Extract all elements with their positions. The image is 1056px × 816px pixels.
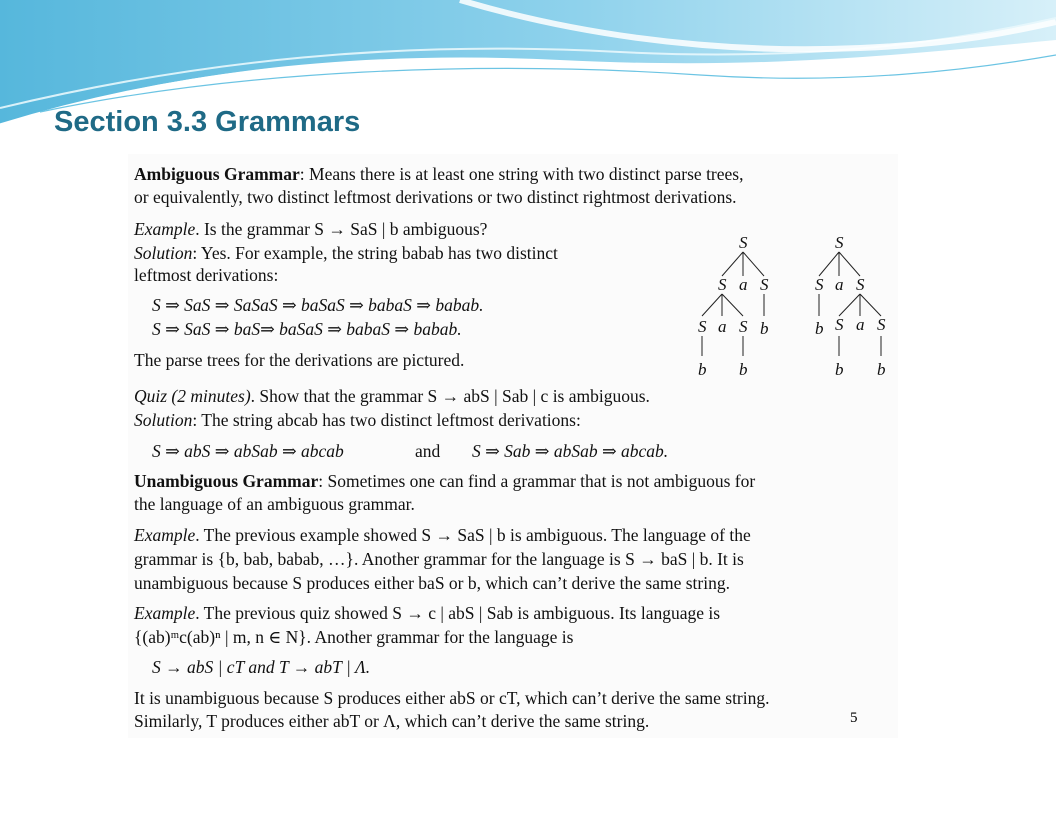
tree2-l3-0: b (835, 360, 844, 379)
ambiguous-definition-line1 (134, 163, 743, 185)
derivation-1: S ⇒ SaS ⇒ SaSaS ⇒ baSaS ⇒ babaS ⇒ babab. (152, 295, 484, 315)
solution-text: : Yes. For example, the string babab has two distinct (192, 243, 558, 263)
example2-line2: grammar is {b, bab, babab, …}. Another grammar for the language is S → baS | b. It is (134, 549, 744, 569)
ambiguous-definition-text: : Means there is at least one string with two distinct parse trees, (299, 164, 744, 184)
example3-line2: {(ab)ᵐc(ab)ⁿ | m, n ∈ N}. Another grammar for the language is (134, 627, 574, 647)
tree2-l1-1: a (835, 275, 844, 294)
tree2-l1-0: S (815, 275, 824, 294)
solution-line2: leftmost derivations: (134, 265, 279, 285)
quiz-solution (134, 409, 581, 431)
unambiguous-definition-line1 (134, 470, 755, 492)
derivation-2: S ⇒ SaS ⇒ baS⇒ baSaS ⇒ babaS ⇒ babab. (152, 319, 462, 339)
tree1-l3-0: b (698, 360, 707, 379)
example2-label: Example (134, 525, 196, 545)
tree1-l1-0: S (718, 275, 727, 294)
ambiguous-term: Ambiguous Grammar (134, 164, 300, 184)
example3-text: . The previous quiz showed S → c | abS | Sab is ambiguous. Its language is (195, 603, 721, 623)
page-number: 5 (850, 710, 858, 726)
quiz-derivation-a: S ⇒ abS ⇒ abSab ⇒ abcab (152, 441, 344, 461)
quiz-and: and (415, 441, 441, 461)
unambiguous-definition-line2: the language of an ambiguous grammar. (134, 494, 415, 514)
example3-grammar: S → abS | cT and T → abT | Λ. (152, 657, 371, 677)
quiz-label: Quiz (2 minutes) (134, 386, 251, 406)
example-question (134, 218, 487, 240)
tree2-l1-2: S (856, 275, 865, 294)
slide-title: Section 3.3 Grammars (54, 106, 361, 138)
tree2-l2-0: b (815, 319, 824, 338)
tree2-l2-3: S (877, 315, 886, 334)
parse-tree-1 (698, 233, 769, 379)
tree1-l2-2: S (739, 317, 748, 336)
trees-caption: The parse trees for the derivations are pictured. (134, 350, 465, 370)
example2-text: . The previous example showed S → SaS | b is ambiguous. The language of the (195, 525, 751, 545)
tree1-l3-1: b (739, 360, 748, 379)
quiz-derivation-b: S ⇒ Sab ⇒ abSab ⇒ abcab. (472, 441, 669, 461)
example2-line1 (134, 524, 751, 546)
tree1-root: S (739, 233, 748, 252)
tree1-l2-3: b (760, 319, 769, 338)
quiz-text: . Show that the grammar S → abS | Sab | c is ambiguous. (250, 386, 650, 406)
example-label: Example (134, 219, 196, 239)
parse-tree-2 (815, 233, 886, 379)
tree1-l2-1: a (718, 317, 727, 336)
final-line1: It is unambiguous because S produces either abS or cT, which can’t derive the same string. (134, 688, 770, 708)
tree1-l1-1: a (739, 275, 748, 294)
tree1-l2-0: S (698, 317, 707, 336)
tree2-l2-1: S (835, 315, 844, 334)
solution-line1 (134, 242, 558, 264)
tree1-l1-2: S (760, 275, 769, 294)
parse-trees (688, 228, 898, 388)
quiz-solution-text: : The string abcab has two distinct leftmost derivations: (192, 410, 581, 430)
ambiguous-definition-line2: or equivalently, two distinct leftmost derivations or two distinct rightmost derivations. (134, 187, 737, 207)
tree2-l3-1: b (877, 360, 886, 379)
example2-line3: unambiguous because S produces either baS or b, which can’t derive the same string. (134, 573, 730, 593)
quiz-solution-label: Solution (134, 410, 193, 430)
example3-label: Example (134, 603, 196, 623)
unambiguous-definition-text: : Sometimes one can find a grammar that is not ambiguous for (318, 471, 756, 491)
final-line2: Similarly, T produces either abT or Λ, which can’t derive the same string. (134, 711, 650, 731)
solution-label: Solution (134, 243, 193, 263)
quiz-question (134, 385, 650, 407)
example-question-text: . Is the grammar S → SaS | b ambiguous? (195, 219, 488, 239)
unambiguous-term: Unambiguous Grammar (134, 471, 319, 491)
tree2-root: S (835, 233, 844, 252)
example3-line1 (134, 602, 720, 624)
tree2-l2-2: a (856, 315, 865, 334)
